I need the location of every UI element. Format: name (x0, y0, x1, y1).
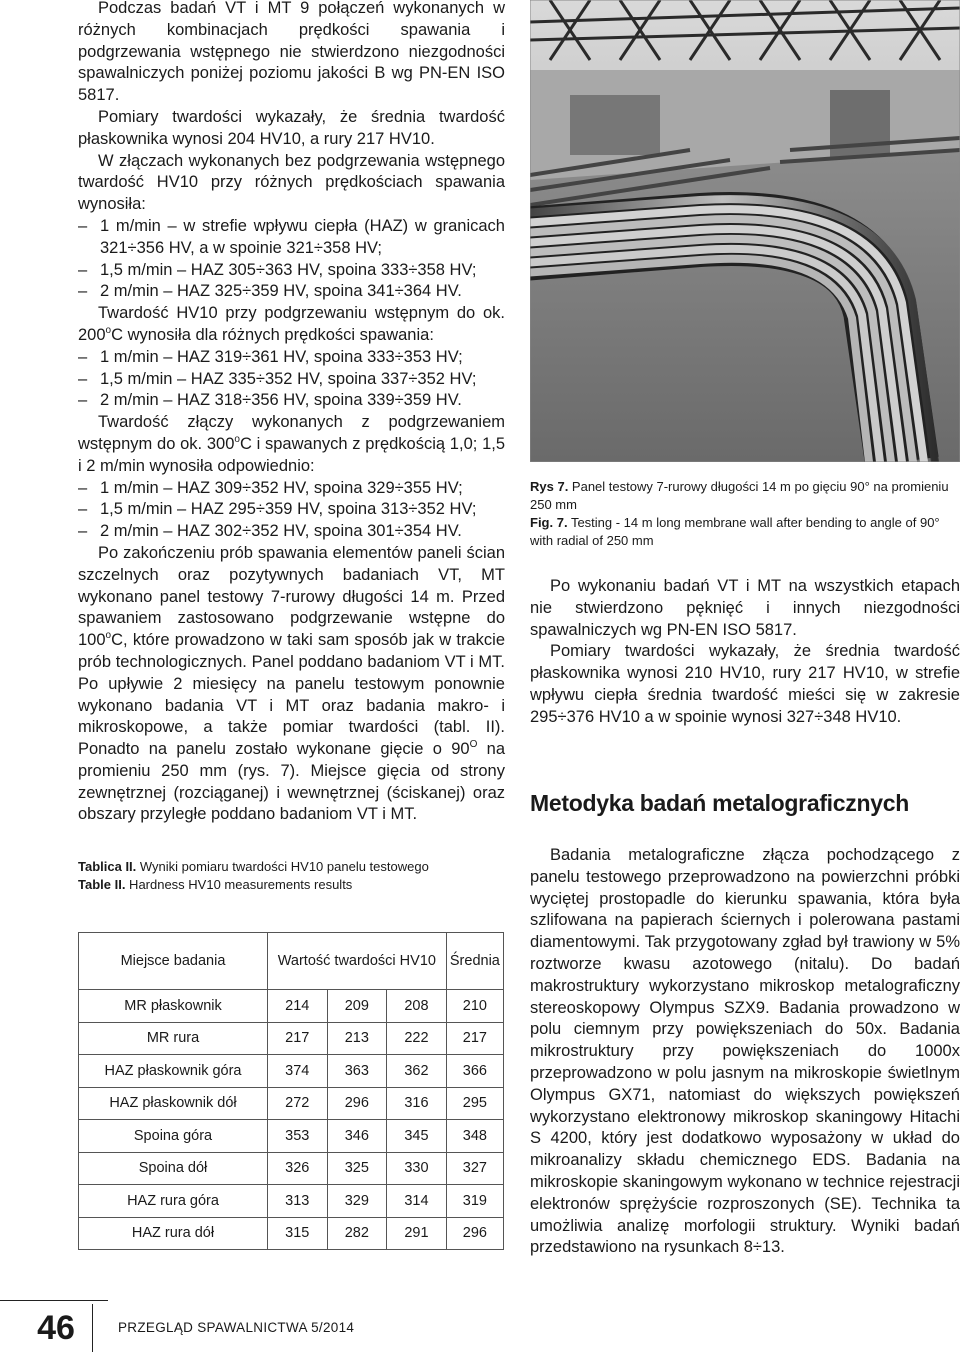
table-row (79, 1087, 504, 1120)
list-item: – 1,5 m/min – HAZ 335÷352 HV, spoina 337÷352 HV; (78, 369, 477, 388)
table-header-row (79, 933, 504, 990)
table-caption (78, 858, 505, 893)
paragraph: Po wykonaniu badań VT i MT na wszystkich etapach nie stwierdzono pęknięć i innych niezgodności spawalniczych wg PN-EN ISO 5817. (530, 577, 960, 639)
table-cell: 217 (268, 1022, 328, 1055)
table-cell: 209 (327, 990, 387, 1023)
list-item: – 2 m/min – HAZ 318÷356 HV, spoina 339÷359 HV. (78, 391, 462, 410)
right-column-bottom (530, 845, 960, 1259)
list-no-preheat (78, 216, 505, 303)
figure-caption-pl: Rys 7. Panel testowy 7-rurowy długości 14 m po gięciu 90° na promieniu 250 mm (530, 479, 949, 512)
table-cell: HAZ płaskownik góra (79, 1055, 268, 1088)
table-cell: 345 (387, 1120, 447, 1153)
table-cell: 330 (387, 1152, 447, 1185)
journal-name: PRZEGLĄD SPAWALNICTWA 5/2014 (118, 1320, 355, 1335)
figure-photo (530, 0, 960, 462)
table-cell: MR płaskownik (79, 990, 268, 1023)
table-row (79, 1185, 504, 1218)
table-cell: 296 (446, 1217, 503, 1250)
left-column (78, 0, 505, 826)
table-cell: 213 (327, 1022, 387, 1055)
table-cell: Spoina góra (79, 1120, 268, 1153)
list-item: – 1,5 m/min – HAZ 305÷363 HV, spoina 333÷358 HV; (78, 260, 477, 279)
list-item: – 1 m/min – w strefie wpływu ciepła (HAZ) w granicach 321÷356 HV, a w spoinie 321÷358 HV; (78, 216, 505, 257)
table-cell: MR rura (79, 1022, 268, 1055)
table-row (79, 990, 504, 1023)
list-item: – 1,5 m/min – HAZ 295÷359 HV, spoina 313÷352 HV; (78, 500, 477, 519)
table-cell: HAZ rura góra (79, 1185, 268, 1218)
table-cell: 217 (446, 1022, 503, 1055)
table-cell: 374 (268, 1055, 328, 1088)
list-item: – 1 m/min – HAZ 319÷361 HV, spoina 333÷353 HV; (78, 347, 463, 366)
paragraph: Badania metalograficzne złącza pochodzącego z panelu testowego przeprowadzono na powierzchni próbki wyciętej prostopadle do kierunku spawania, która była szlifowana na papierach ściernych i polerowana pastami diamentowymi. Tak przygotowany zgład był trawiony w 5% roztworze kwasu azotowego (nitalu). Do badań makrostruktury wykorzystano mikroskop metalograficzny stereoskopowy Olympus SZX9. Badania prowadzono w polu ciemnym przy powiększeniach do 50x. Badania mikrostruktury przy powiększeniach do 1000x przeprowadzono w polu jasnym na mikroskopie świetlnym Olympus GX71, natomiast do większych powiększeń wykorzystano elektronowy mikroskop skaningowy Hitachi S 4200, który jest dodatkowo wyposażony w układ do mikroanalizy składu chemicznego EDS. Badania na mikroskopie skaningowym wykonano w technice rejestracji elektronów sprężyście rozproszonych (SE). Technika ta umożliwia analizę morfologii struktury. Wyniki badań przedstawiono na rysunkach 8÷13. (530, 846, 960, 1257)
table-cell: 327 (446, 1152, 503, 1185)
table-cell: 319 (446, 1185, 503, 1218)
table-cell: HAZ rura dół (79, 1217, 268, 1250)
section-heading: Metodyka badań metalograficznych (530, 790, 909, 816)
table-cell: 326 (268, 1152, 328, 1185)
table-cell: 346 (327, 1120, 387, 1153)
list-item: – 1 m/min – HAZ 309÷352 HV, spoina 329÷355 HV; (78, 478, 463, 497)
table-cell: 325 (327, 1152, 387, 1185)
column-header: Wartość twardości HV10 (268, 933, 447, 990)
column-header: Średnia (446, 933, 503, 990)
table-cell: HAZ płaskownik dół (79, 1087, 268, 1120)
table-cell: 296 (327, 1087, 387, 1120)
right-column-top (530, 576, 960, 729)
hardness-table (78, 932, 504, 1250)
table-cell: 329 (327, 1185, 387, 1218)
paragraph: W złączach wykonanych bez podgrzewania wstępnego twardość HV10 przy różnych prędkościach spawania wynosiła: (78, 151, 505, 214)
table-cell: 353 (268, 1120, 328, 1153)
paragraph: Twardość HV10 przy podgrzewaniu wstępnym do ok. 200$^o$C wynosiła dla różnych prędkości spawania: (78, 304, 505, 344)
table-cell: 208 (387, 990, 447, 1023)
table-cell: 363 (327, 1055, 387, 1088)
table-cell: 295 (446, 1087, 503, 1120)
footer-rule (0, 1300, 108, 1301)
list-item: – 2 m/min – HAZ 325÷359 HV, spoina 341÷364 HV. (78, 282, 462, 301)
paragraph: Pomiary twardości wykazały, że średnia twardość płaskownika wynosi 210 HV10, rury 217 HV10, w strefie wpływu ciepła średnia twardość mieści się w zakresie 295÷376 HV10 a w spoinie wynosi 327÷348 HV10. (530, 642, 960, 726)
page-number: 46 (20, 1304, 93, 1352)
table-cell: 282 (327, 1217, 387, 1250)
column-header: Miejsce badania (79, 933, 268, 990)
paragraph: Pomiary twardości wykazały, że średnia twardość płaskownika wynosi 204 HV10, a rury 217 HV10. (78, 107, 505, 148)
table-row (79, 1022, 504, 1055)
paragraph: Twardość złączy wykonanych z podgrzewaniem wstępnym do ok. 300$^o$C i spawanych z prędkością 1,0; 1,5 i 2 m/min wynosiła odpowiednio: (78, 413, 506, 475)
table-cell: 313 (268, 1185, 328, 1218)
table-cell: 314 (387, 1185, 447, 1218)
table-cell: 272 (268, 1087, 328, 1120)
table-row (79, 1152, 504, 1185)
table-cell: Spoina dół (79, 1152, 268, 1185)
list-item: – 2 m/min – HAZ 302÷352 HV, spoina 301÷354 HV. (78, 522, 462, 541)
table-cell: 348 (446, 1120, 503, 1153)
figure-caption-en: Fig. 7. Testing - 14 m long membrane wall after bending to angle of 90° with radial of 250 mm (530, 515, 940, 548)
table-row (79, 1055, 504, 1088)
table-cell: 316 (387, 1087, 447, 1120)
table-cell: 291 (387, 1217, 447, 1250)
table-cell: 362 (387, 1055, 447, 1088)
table-caption-pl: Tablica II. Wyniki pomiaru twardości HV10 panelu testowego (78, 859, 429, 874)
list-preheat-200 (78, 347, 505, 412)
table-cell: 315 (268, 1217, 328, 1250)
table-cell: 214 (268, 990, 328, 1023)
table-row (79, 1217, 504, 1250)
paragraph: Podczas badań VT i MT 9 połączeń wykonanych w różnych kombinacjach prędkości spawania i podgrzewania wstępnego nie stwierdzono niezgodności spawalniczych poniżej poziomu jakości B wg PN-EN ISO 5817. (78, 0, 505, 105)
table-cell: 366 (446, 1055, 503, 1088)
table-cell: 222 (387, 1022, 447, 1055)
paragraph: Po zakończeniu prób spawania elementów paneli ścian szczelnych oraz pozytywnych badaniach VT, MT wykonano panel testowy 7-rurowy długości 14 m. Przed spawaniem zastosowano podgrzewanie wstępne do 100$^o$C, które prowadzono w taki sam sposób jak w trakcie prób technologicznych. Panel poddano badaniom VT i MT. Po upływie 2 miesięcy na panelu testowym ponownie wykonano badania VT i MT oraz badania makro- i mikroskopowe, a także pomiar twardości (tabl. II). Ponadto na panelu zostało wykonane gięcie o $90^O$ na promieniu 250 mm (rys. 7). Miejsce gięcia od strony zewnętrznej (rozciąganej) i wewnętrznej (ściskanej) oraz obszary przyległe poddano badaniom VT i MT. (78, 543, 505, 824)
table-caption-en: Table II. Hardness HV10 measurements results (78, 876, 353, 892)
table-row (79, 1120, 504, 1153)
list-preheat-300 (78, 478, 505, 543)
table-cell: 210 (446, 990, 503, 1023)
